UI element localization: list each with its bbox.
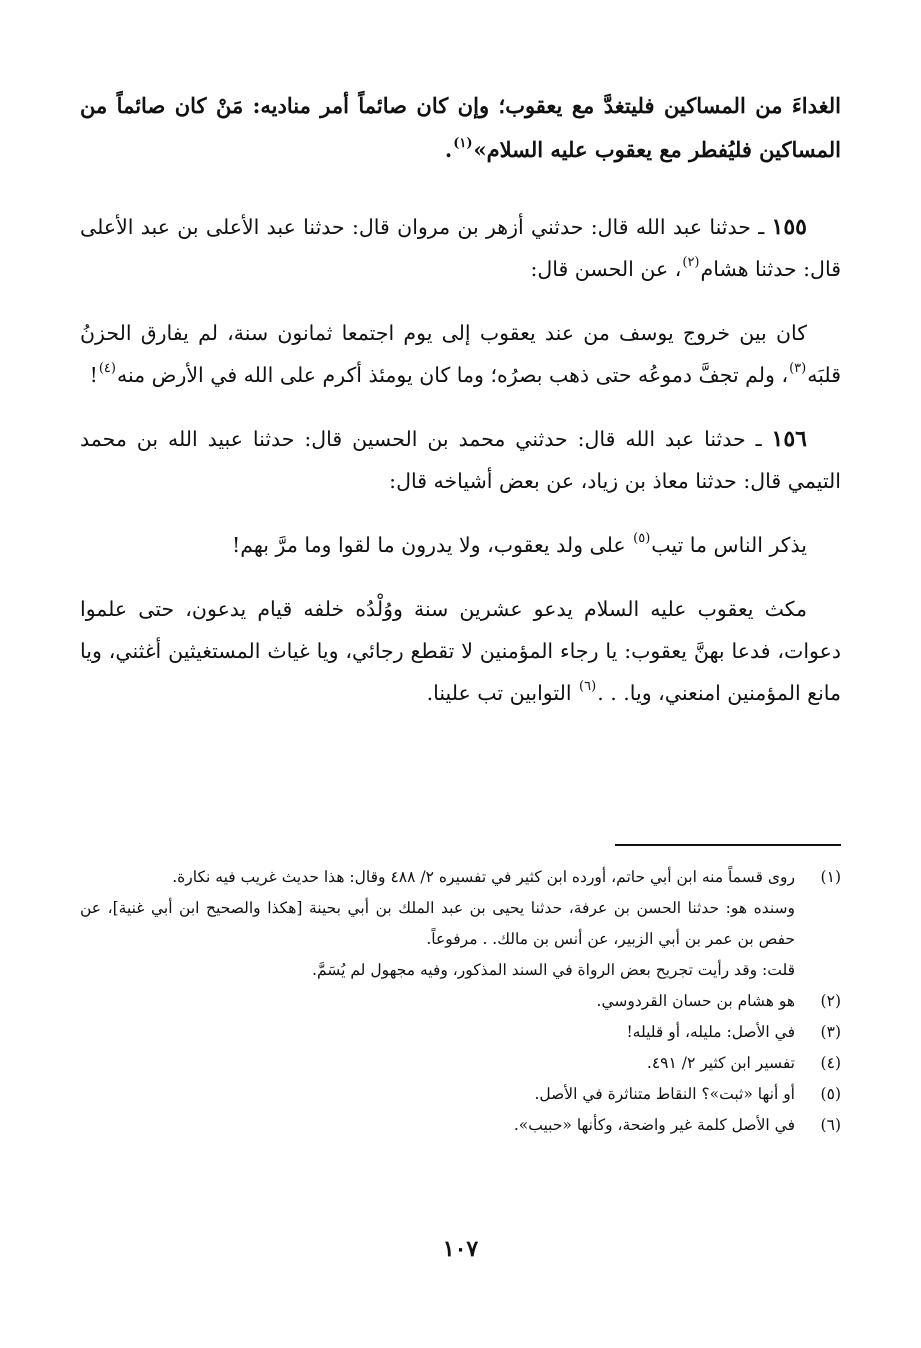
footnote-text: وسنده هو: حدثنا الحسن بن عرفة، حدثنا يحيى بن عبد الملك بن أبي بحينة [هكذا والصحيح ابن أبي غنية]، عن حفص بن عمر بن أبي الزبير، عن أنس بن مالك. . مرفوعاً.: [80, 899, 795, 948]
hadith-text: يذكر الناس ما تيب: [651, 533, 807, 557]
hadith-155-isnad: [80, 206, 841, 290]
hadith-155-text: [80, 312, 841, 396]
footnote-ref-6: (٦): [579, 679, 597, 694]
page-number: ١٠٧: [442, 1236, 479, 1262]
footnote-1-continuation: [80, 893, 841, 955]
footnote-number: (٢): [820, 992, 841, 1010]
hadith-text: التوابين تب علينا.: [426, 681, 572, 705]
isnad-text: ـ حدثنا عبد الله قال: حدثني محمد بن الحسين قال: حدثنا عبيد الله بن محمد التيمي قال: حدثنا معاذ بن زياد، عن بعض أشياخه قال:: [80, 427, 841, 493]
hadith-text: مكث يعقوب عليه السلام يدعو عشرين سنة ووُلْدُه خلفه قيام يدعون، حتى علموا دعوات، فدعا بهنَّ يعقوب: يا رجاء المؤمنين لا تقطع رجائي، ويا غياث المستغيثين أغثني، ويا مانع المؤمنين امنعني، ويا. . .: [80, 597, 841, 705]
footnote-ref-3: (٣): [789, 361, 807, 376]
isnad-text: ـ حدثنا عبد الله قال: حدثني أزهر بن مروان قال: حدثنا عبد الأعلى بن عبد الأعلى قال: حدثنا هشام: [80, 215, 841, 281]
footnote-1: [80, 862, 841, 893]
footnote-text: قلت: وقد رأيت تجريح بعض الرواة في السند المذكور، وفيه مجهول لم يُسَمَّ.: [312, 961, 795, 979]
footnote-number: (٦): [820, 1116, 841, 1134]
footnote-ref-1: (١): [453, 136, 473, 151]
hadith-156-text-2: [80, 588, 841, 714]
hadith-text: كان بين خروج يوسف من عند يعقوب إلى يوم اجتمعا ثمانون سنة، لم يفارق الحزنُ قلبَه: [80, 321, 841, 387]
footnote-ref-2: (٢): [682, 255, 700, 270]
hadith-text: ، ولم تجفَّ دموعُه حتى ذهب بصرُه؛ وما كان يومئذ أكرم على الله في الأرض منه: [116, 363, 789, 387]
hadith-text: !: [89, 363, 98, 387]
footnotes: [80, 862, 841, 1141]
footnote-3: [80, 1017, 841, 1048]
opening-end: .: [444, 137, 453, 162]
hadith-number-155: ١٥٥: [771, 214, 807, 240]
hadith-156-text-1: [80, 524, 841, 566]
footnote-text: في الأصل كلمة غير واضحة، وكأنها «حبيب».: [513, 1116, 795, 1134]
hadith-156-isnad: [80, 418, 841, 502]
footnote-number: (٤): [820, 1054, 841, 1072]
footnote-4: [80, 1048, 841, 1079]
hadith-number-156: ١٥٦: [771, 426, 807, 452]
hadith-text: على ولد يعقوب، ولا يدرون ما لقوا وما مرَّ بهم!: [231, 533, 626, 557]
footnote-number: (٣): [820, 1023, 841, 1041]
footnote-separator: [615, 844, 841, 846]
footnote-text: روى قسماً منه ابن أبي حاتم، أورده ابن كثير في تفسيره ٢/ ٤٨٨ وقال: هذا حديث غريب فيه نكارة.: [172, 868, 795, 886]
footnote-text: هو هشام بن حسان القردوسي.: [596, 992, 795, 1010]
footnote-1-comment: [80, 955, 841, 986]
footnote-text: أو أنها «ثبت»؟ النقاط متناثرة في الأصل.: [534, 1085, 795, 1103]
footnote-5: [80, 1079, 841, 1110]
isnad-text: ، عن الحسن قال:: [530, 257, 682, 281]
footnote-6: [80, 1110, 841, 1141]
footnote-number: (١): [820, 868, 841, 886]
opening-quote: [80, 84, 841, 172]
footnote-number: (٥): [820, 1085, 841, 1103]
opening-text: الغداءَ من المساكين فليتغدَّ مع يعقوب؛ وإن كان صائماً أمر مناديه: مَنْ كان صائماً من المساكين فليُفطر مع يعقوب عليه السلام»: [80, 93, 841, 162]
footnote-text: تفسير ابن كثير ٢/ ٤٩١.: [646, 1054, 795, 1072]
footnote-2: [80, 986, 841, 1017]
footnote-ref-4: (٤): [98, 361, 116, 376]
footnote-ref-5: (٥): [633, 531, 651, 546]
footnote-text: في الأصل: مليله، أو قليله!: [626, 1023, 795, 1041]
page-body: [80, 84, 841, 1348]
